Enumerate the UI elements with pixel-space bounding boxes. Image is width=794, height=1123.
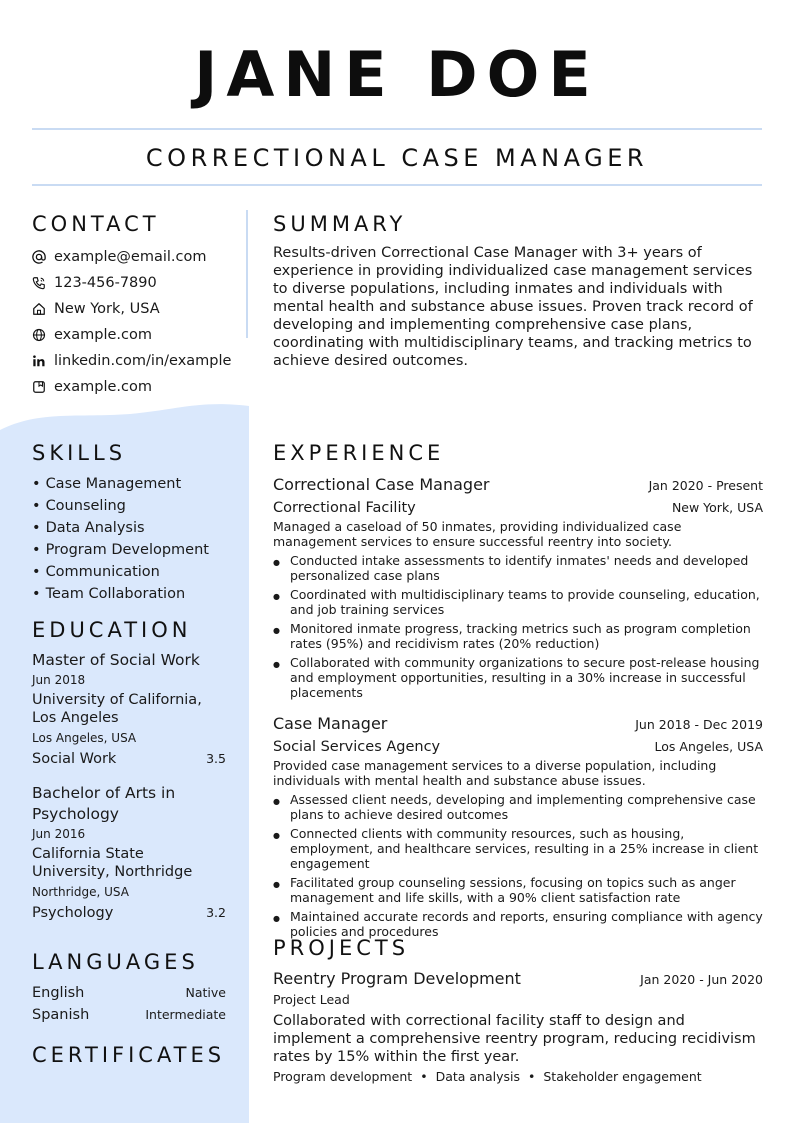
contact-linkedin[interactable] [32, 348, 237, 374]
projects-title: PROJECTS [273, 936, 410, 960]
skill-item: • Counseling [32, 495, 237, 517]
contact-website-text: example.com [54, 327, 152, 343]
contact-phone-text: 123-456-7890 [54, 275, 157, 291]
edu-field-row [32, 903, 226, 923]
summary-title: SUMMARY [273, 212, 407, 236]
job-bullets [273, 553, 763, 700]
education-section [32, 618, 226, 937]
skill-item: • Communication [32, 561, 237, 583]
job-company: Correctional Facility [273, 500, 416, 516]
skills-title: SKILLS [32, 441, 127, 465]
job-bullet: ● Monitored inmate progress, tracking metrics such as program completion rates (95%) and recidivism rates (20% reduction) [273, 621, 763, 651]
job-bullet: ● Collaborated with community organizations to secure post-release housing and employment opportunities, resulting in a 30% increase in successful placements [273, 655, 763, 700]
job-entry [273, 712, 763, 939]
contact-title: CONTACT [32, 212, 160, 236]
contact-portfolio-text: example.com [54, 379, 152, 395]
skill-item: • Program Development [32, 539, 237, 561]
job-bullet: ● Conducted intake assessments to identify inmates' needs and developed personalized case plans [273, 553, 763, 583]
language-level: Native [185, 985, 226, 1000]
portfolio-icon [32, 380, 46, 394]
job-company: Social Services Agency [273, 739, 441, 755]
job-header [273, 473, 763, 497]
header-divider-bottom [32, 184, 762, 186]
tag-separator: • [528, 1069, 536, 1084]
languages-title: LANGUAGES [32, 950, 199, 974]
project-tag: Program development [273, 1069, 413, 1084]
contact-location-text: New York, USA [54, 301, 160, 317]
certificates-title: CERTIFICATES [32, 1043, 226, 1067]
edu-location: Northridge, USA [32, 885, 129, 899]
job-subheader [273, 736, 763, 758]
edu-degree: Master of Social Work [32, 651, 200, 669]
candidate-name: JANE DOE [194, 38, 600, 111]
job-dates: Jun 2018 - Dec 2019 [635, 717, 763, 732]
job-bullet: ● Maintained accurate records and reports, ensuring compliance with agency policies and procedures [273, 909, 763, 939]
edu-school: University of California, Los Angeles [32, 692, 202, 726]
language-level: Intermediate [145, 1007, 226, 1022]
job-location: New York, USA [671, 500, 763, 515]
certificates-section [32, 1043, 237, 1067]
skill-item: • Team Collaboration [32, 583, 237, 605]
education-title: EDUCATION [32, 618, 192, 642]
edu-field: Psychology [32, 905, 114, 921]
job-title: CORRECTIONAL CASE MANAGER [145, 144, 649, 172]
language-name: English [32, 985, 85, 1001]
contact-portfolio[interactable] [32, 374, 237, 400]
edu-gpa: 3.5 [206, 751, 226, 766]
job-role: Case Manager [273, 714, 388, 733]
job-bullet: ● Assessed client needs, developing and implementing comprehensive case plans to achieve desired outcomes [273, 792, 763, 822]
edu-field: Social Work [32, 751, 117, 767]
contact-email-text: example@email.com [54, 249, 207, 265]
language-name: Spanish [32, 1007, 90, 1023]
language-item [32, 982, 226, 1004]
project-name: Reentry Program Development [273, 969, 521, 988]
project-entry [273, 968, 763, 1087]
job-description: Managed a caseload of 50 inmates, providing individualized case management services to ensure successful reentry into society. [273, 519, 682, 549]
edu-date: Jun 2018 [32, 673, 86, 687]
education-entry [32, 783, 226, 923]
edu-degree: Bachelor of Arts in Psychology [32, 784, 176, 823]
globe-icon [32, 328, 46, 342]
contact-linkedin-text: linkedin.com/in/example [54, 353, 232, 369]
project-header [273, 968, 763, 990]
experience-title: EXPERIENCE [273, 441, 445, 465]
job-header [273, 712, 763, 736]
project-tag: Data analysis [435, 1069, 520, 1084]
job-dates: Jan 2020 - Present [648, 478, 763, 493]
phone-icon [32, 276, 46, 290]
projects-section [273, 936, 763, 1087]
skills-section [32, 441, 237, 605]
summary-section [273, 212, 763, 370]
summary-text: Results-driven Correctional Case Manager with 3+ years of experience in providing individualized case management services to diverse populations, including inmates and individuals with mental health and substance abuse issues. Proven track record of developing and implementing comprehensive case plans, coordinating with multidisciplinary teams, and tracking metrics to achieve desired outcomes. [273, 245, 753, 369]
contact-section [32, 212, 237, 400]
language-item [32, 1004, 226, 1026]
edu-location: Los Angeles, USA [32, 731, 137, 745]
header-divider-top [32, 128, 762, 130]
project-dates: Jan 2020 - Jun 2020 [640, 972, 763, 987]
column-divider [246, 210, 248, 338]
skill-item: • Case Management [32, 473, 237, 495]
job-bullet: ● Facilitated group counseling sessions, focusing on topics such as anger management and life skills, with a 90% client satisfaction rate [273, 875, 763, 905]
project-tags [273, 1067, 763, 1087]
languages-section [32, 950, 226, 1026]
job-role: Correctional Case Manager [273, 475, 490, 494]
edu-date: Jun 2016 [32, 827, 86, 841]
job-location: Los Angeles, USA [654, 739, 763, 754]
job-bullet: ● Connected clients with community resources, such as housing, employment, and healthcare services, resulting in a 25% increase in client engagement [273, 826, 763, 871]
edu-school: California State University, Northridge [32, 846, 193, 880]
project-tag: Stakeholder engagement [543, 1069, 702, 1084]
linkedin-icon [32, 354, 46, 368]
job-description: Provided case management services to a diverse population, including individuals with mental health and substance abuse issues. [273, 758, 717, 788]
experience-section [273, 441, 763, 951]
job-bullets [273, 792, 763, 939]
contact-website[interactable] [32, 322, 237, 348]
edu-field-row [32, 749, 226, 769]
skill-item: • Data Analysis [32, 517, 237, 539]
contact-phone[interactable] [32, 270, 237, 296]
job-entry [273, 473, 763, 700]
tag-separator: • [420, 1069, 428, 1084]
contact-email[interactable] [32, 244, 237, 270]
at-icon [32, 250, 46, 264]
home-icon [32, 302, 46, 316]
education-entry [32, 650, 226, 769]
contact-location [32, 296, 237, 322]
project-description: Collaborated with correctional facility staff to design and implement a comprehensive reentry program, reducing recidivism rates by 15% within the first year. [273, 1013, 756, 1065]
edu-gpa: 3.2 [206, 905, 226, 920]
job-subheader [273, 497, 763, 519]
job-bullet: ● Coordinated with multidisciplinary teams to provide counseling, education, and job training services [273, 587, 763, 617]
project-role: Project Lead [273, 992, 350, 1007]
